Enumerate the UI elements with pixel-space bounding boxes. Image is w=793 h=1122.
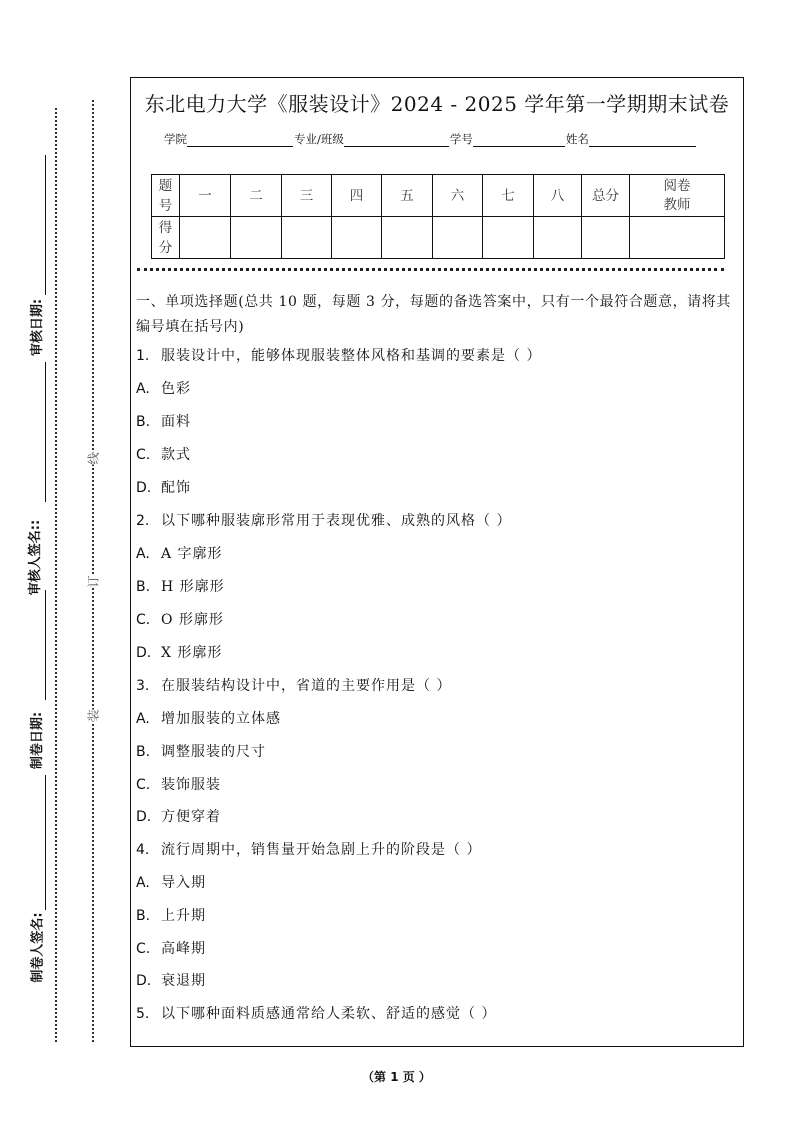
question-4: 4. 流行周期中，销售量开始急剧上升的阶段是（ ） — [136, 842, 482, 858]
option[interactable]: B. 上升期 — [136, 908, 206, 924]
option[interactable]: C. 高峰期 — [136, 941, 206, 957]
question-5: 5. 以下哪种面料质感通常给人柔软、舒适的感觉（ ） — [136, 1006, 497, 1022]
option[interactable]: D. X 形廓形 — [136, 645, 223, 661]
page-number: （第 1 页 ） — [362, 1070, 431, 1084]
signature-line — [45, 775, 46, 910]
total-score-header: 总分 — [582, 175, 630, 217]
reviewer-signature-label: 审核人签名:: — [28, 519, 44, 596]
inner-dotted-line — [92, 100, 94, 1042]
option[interactable]: C. 装饰服装 — [136, 777, 221, 793]
score-cell[interactable] — [483, 217, 534, 259]
option[interactable]: A. 导入期 — [136, 875, 206, 891]
signature-line — [45, 590, 46, 700]
score-cell[interactable] — [433, 217, 483, 259]
column-header: 八 — [534, 175, 582, 217]
score-table — [151, 174, 725, 259]
option[interactable]: A. A 字廓形 — [136, 546, 223, 562]
column-header: 二 — [231, 175, 282, 217]
student-id-input[interactable] — [473, 132, 565, 147]
grader-header: 阅卷教师 — [630, 175, 725, 217]
column-header: 六 — [433, 175, 483, 217]
exam-title: 东北电力大学《服装设计》2024 - 2025 学年第一学期期末试卷 — [144, 92, 730, 116]
score-table-score-row — [152, 217, 725, 259]
option[interactable]: B. 调整服装的尺寸 — [136, 744, 266, 760]
major-class-input[interactable] — [344, 132, 449, 147]
question-text: 在服装结构设计中，省道的主要作用是（ ） — [161, 678, 452, 694]
column-header: 五 — [382, 175, 433, 217]
option[interactable]: D. 方便穿着 — [136, 809, 221, 825]
score-cell[interactable] — [282, 217, 332, 259]
grader-cell[interactable] — [630, 217, 725, 259]
question-2: 2. 以下哪种服装廓形常用于表现优雅、成熟的风格（ ） — [136, 513, 512, 529]
option[interactable]: B. 面料 — [136, 414, 191, 430]
field-label-student-id: 学号 — [449, 132, 473, 146]
separator-dotted-rule — [137, 268, 724, 271]
signature-line — [45, 155, 46, 295]
paper-maker-signature-label: 制卷人签名: — [30, 912, 46, 983]
question-1: 1. 服装设计中，能够体现服装整体风格和基调的要素是（ ） — [136, 348, 542, 364]
name-input[interactable] — [589, 132, 696, 147]
score-cell[interactable] — [180, 217, 231, 259]
column-header: 一 — [180, 175, 231, 217]
option[interactable]: D. 配饰 — [136, 480, 191, 496]
question-text: 以下哪种面料质感通常给人柔软、舒适的感觉（ ） — [161, 1006, 497, 1022]
review-date-label: 审核日期: — [30, 298, 46, 357]
column-header: 七 — [483, 175, 534, 217]
score-cell[interactable] — [382, 217, 433, 259]
question-text: 流行周期中，销售量开始急剧上升的阶段是（ ） — [161, 842, 482, 858]
field-label-major-class: 专业/班级 — [294, 132, 344, 146]
signature-line — [45, 362, 46, 502]
exam-frame — [130, 77, 744, 1047]
option[interactable]: A. 色彩 — [136, 381, 191, 397]
option[interactable]: D. 衰退期 — [136, 973, 206, 989]
question-text: 以下哪种服装廓形常用于表现优雅、成熟的风格（ ） — [161, 513, 512, 529]
score-cell[interactable] — [534, 217, 582, 259]
section-heading: 一、单项选择题(总共 10 题，每题 3 分，每题的备选答案中，只有一个最符合题意，请将其编号填在括号内) — [136, 294, 731, 335]
score-row-header: 得分 — [152, 217, 180, 259]
binding-char-xian: 线 — [83, 452, 104, 464]
student-info-fields — [164, 131, 697, 147]
score-cell[interactable] — [231, 217, 282, 259]
college-input[interactable] — [187, 132, 293, 147]
option[interactable]: C. 款式 — [136, 447, 191, 463]
column-header: 四 — [332, 175, 382, 217]
option[interactable]: A. 增加服装的立体感 — [136, 711, 281, 727]
binding-char-ding: 订 — [83, 575, 104, 587]
column-header: 三 — [282, 175, 332, 217]
paper-date-label: 制卷日期: — [30, 711, 46, 770]
total-score-cell[interactable] — [582, 217, 630, 259]
question-3: 3. 在服装结构设计中，省道的主要作用是（ ） — [136, 678, 452, 694]
score-table-header-row — [152, 175, 725, 217]
option[interactable]: B. H 形廓形 — [136, 579, 225, 595]
option[interactable]: C. O 形廓形 — [136, 612, 224, 628]
question-text: 服装设计中，能够体现服装整体风格和基调的要素是（ ） — [161, 348, 542, 364]
field-label-college: 学院 — [164, 132, 187, 146]
question-number-header: 题号 — [152, 175, 180, 217]
outer-dotted-line — [55, 108, 57, 1042]
binding-char-zhuang: 装 — [83, 709, 104, 721]
score-cell[interactable] — [332, 217, 382, 259]
field-label-name: 姓名 — [565, 132, 589, 146]
